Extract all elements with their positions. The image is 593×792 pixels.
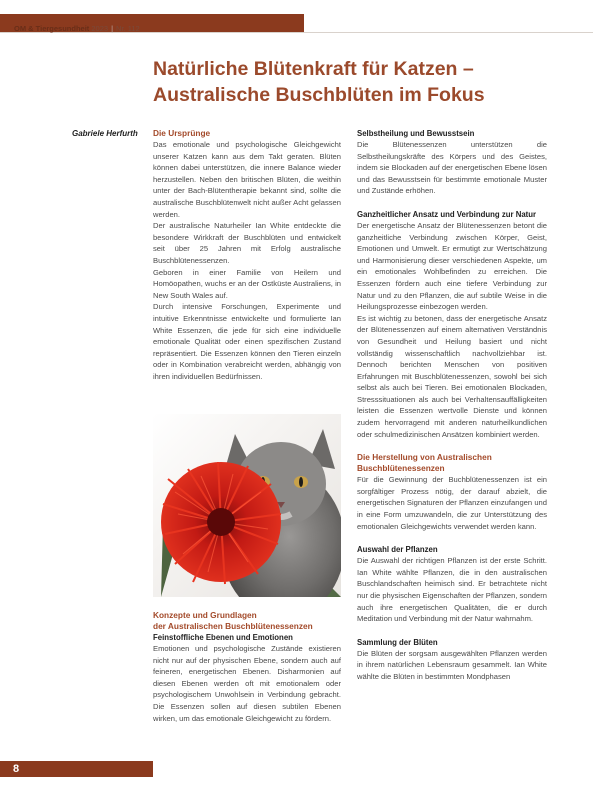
title-line-2: Australische Buschblüten im Fokus [153,84,485,106]
author-name: Gabriele Herfurth [72,129,138,138]
paragraph: Die Auswahl der richtigen Pflanzen ist der erste Schritt. Ian White wählte Pflanzen, die in den australischen Buschlandschaften heimisch sind. Er betrachtete nicht nur die physischen Eigenschaften der Pflanzen, sondern auch ihre energetischen Qualitäten, die er durch Meditation und Verbindung mit der Natur wahrnahm. [357,556,547,624]
column-left-bottom [153,610,341,724]
paragraph: Es ist wichtig zu betonen, dass der energetische Ansatz der Blütenessenzen auf einem alternativen Verständnis von Gesundheit und Heilung basiert und nicht vollständig wissenschaftlich nachvollziehbar ist. Dennoch berichten Menschen von positiven Erfahrungen mit Buschblütenessenzen, sowohl bei sich selbst als auch bei Tieren. Bei emotionalen Blockaden, Stresssituationen als auch bei Verhaltensauffälligkeiten leisten die Essenzen wertvolle Dienste und können zudem hervorragend mit anderen naturheilkundlichen oder schulmedizinischen Ansätzen kombiniert werden. [357,313,547,439]
paragraph: Geboren in einer Familie von Heilern und Homöopathen, wuchs er an der Ostküste Australiens, in New South Wales auf. [153,267,341,300]
photo-illustration [153,414,341,597]
page-number: 8 [13,763,20,775]
subheading-ganzheitlicher-ansatz: Ganzheitlicher Ansatz und Verbindung zur Natur [357,209,537,219]
subheading-sammlung: Sammlung der Blüten [357,637,438,647]
article-title [153,56,573,108]
journal-name: OM & Tiergesundheit [14,24,90,33]
paragraph: Der energetische Ansatz der Blütenessenzen betont die ganzheitliche Verbindung zwischen Körper, Geist, Emotionen und Umwelt. Er ermutigt zur Wertschätzung und Harmonisierung dieser verschiedenen Aspekte, um ein emotionales Wohlbefinden zu erreichen. Die Essenzen fördern auch eine tiefere Verbindung zur Natur und zu den Pflanzen, die auf subtile Weise in die Heilungsprozesse einbezogen werden. [357,220,547,312]
heading-line-2: der Australischen Buschblütenessenzen [153,621,313,631]
section-heading-origins: Die Ursprünge [153,128,211,138]
title-line-1: Natürliche Blütenkraft für Katzen – [153,58,474,80]
section-heading-concepts [153,610,341,632]
paragraph: Der australische Naturheiler Ian White entdeckte die besondere Wirkkraft der Buschblüten und entwickelt seit über 25 Jahren mit Erfolg australische Buschblütenessenzen. [153,221,341,265]
column-left-top [153,128,341,382]
paragraph: Die Blüten der sorgsam ausgewählten Pflanzen werden in ihrem natürlichen Lebensraum gesammelt. Ian White wählte die Blüten in bestimmten Mondphasen [357,648,547,681]
paragraph: Emotionen und psychologische Zustände existieren nicht nur auf der physischen Ebene, sondern auch auf feineren, energetischen Ebenen. Disharmonien auf diesen Ebenen werden oft mit emotionalem oder psychologischem Unwohlsein in Verbindung gebracht. Die Essenzen sollen auf diesen subtilen Ebenen wirken, um das emotionale Gleichgewicht zu fördern. [153,644,341,723]
paragraph: Für die Gewinnung der Buchblütenessenzen ist ein sorgfältiger Prozess nötig, der darauf abzielt, die energetischen Signaturen der Pflanzen einzufangen und in eine Form umzuwandeln, die zur Unterstützung des emotionalen Gleichgewichts verwendet werden kann. [357,475,547,531]
footer-accent-bar [0,761,153,777]
paragraph: Das emotionale und psychologische Gleichgewicht unserer Katzen kann aus dem Takt geraten. Blüten können dabei unterstützen, die innere Balance wieder herzustellen. Neben den britischen Blüten, die weithin unter der Bach-Blütentherapie bekannt sind, sollte die australische Buschblütenwelt nicht außer Acht gelassen werden. [153,140,341,219]
heading-line-1: Die Herstellung von Australischen [357,452,492,463]
issue-number: Nr. 112 [116,24,140,33]
paragraph: Durch intensive Forschungen, Experimente und intuitive Erkenntnisse entwickelte und formulierte Ian White Essenzen, die jede für sich eine individuelle emotionale Qualität oder einen spezifischen Zustand repräsentiert. Die Essenzen können den Tieren einzeln oder in Kombination verabreicht werden, abhängig von ihren individuellen Bedürfnissen. [153,302,341,381]
running-header [14,24,140,33]
column-right [357,128,547,683]
cat-with-flower-photo [153,414,341,597]
subheading-feinstoffliche: Feinstoffliche Ebenen und Emotionen [153,633,293,642]
section-heading-herstellung [357,452,547,474]
issue-year: 2023 [91,24,109,33]
subheading-selbstheilung: Selbstheilung und Bewusstsein [357,129,475,138]
header-separator: | [111,24,114,33]
heading-line-2: Buschblütenessenzen [357,463,445,474]
paragraph: Die Blütenessenzen unterstützen die Selbstheilungskräfte des Körpers und des Geistes, indem sie Blockaden auf der energetischen Ebene lösen und das Bewusstsein für bestimmte emotionale Muster und Zustände erhöhen. [357,140,547,196]
subheading-auswahl: Auswahl der Pflanzen [357,545,438,555]
heading-line-1: Konzepte und Grundlagen [153,610,257,620]
